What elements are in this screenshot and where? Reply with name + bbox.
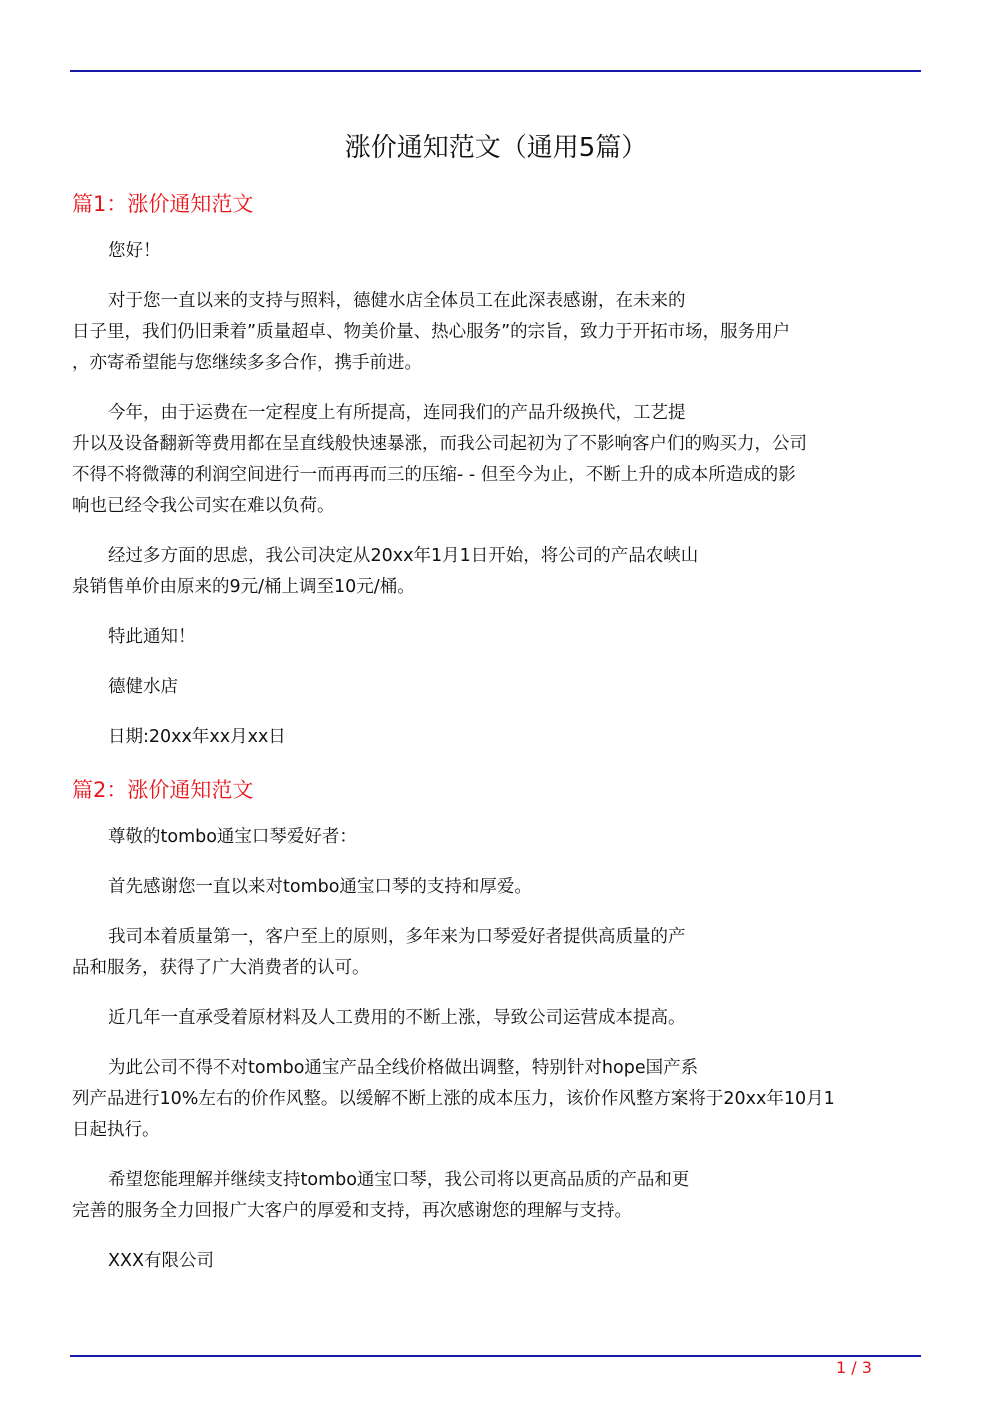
paragraph-line: 我司本着质量第一，客户至上的原则，多年来为口琴爱好者提供高质量的产 bbox=[108, 927, 686, 947]
paragraph-line: 完善的服务全力回报广大客户的厚爱和支持，再次感谢您的理解与支持。 bbox=[72, 1201, 632, 1221]
paragraph-line: XXX有限公司 bbox=[108, 1251, 214, 1271]
section-heading: 篇1：涨价通知范文 bbox=[72, 192, 254, 216]
paragraph-line: ，亦寄希望能与您继续多多合作，携手前进。 bbox=[72, 353, 422, 373]
page-number: 1 / 3 bbox=[836, 1358, 872, 1377]
paragraph bbox=[72, 822, 922, 853]
paragraph-line: 您好！ bbox=[108, 241, 161, 261]
paragraph bbox=[72, 1165, 922, 1227]
header-rule bbox=[70, 70, 921, 72]
paragraph-line: 日起执行。 bbox=[72, 1120, 160, 1140]
paragraph-line: 列产品进行10%左右的价作风整。以缓解不断上涨的成本压力，该价作风整方案将于20xx年10月1 bbox=[72, 1089, 835, 1109]
paragraph bbox=[72, 236, 922, 267]
paragraph bbox=[72, 622, 922, 653]
paragraph bbox=[72, 922, 922, 984]
paragraph bbox=[72, 286, 922, 379]
paragraph-line: 品和服务，获得了广大消费者的认可。 bbox=[72, 958, 370, 978]
paragraph bbox=[72, 1246, 922, 1277]
paragraph bbox=[72, 672, 922, 703]
paragraph-line: 特此通知！ bbox=[108, 627, 196, 647]
paragraph bbox=[72, 872, 922, 903]
document-body bbox=[72, 186, 922, 1296]
paragraph-line: 日期:20xx年xx月xx日 bbox=[108, 727, 286, 747]
paragraph bbox=[72, 398, 922, 522]
paragraph-line: 日子里，我们仍旧秉着”质量超卓、物美价量、热心服务”的宗旨，致力于开拓市场，服务用户 bbox=[72, 322, 791, 342]
paragraph-line: 近几年一直承受着原材料及人工费用的不断上涨，导致公司运营成本提高。 bbox=[108, 1008, 686, 1028]
paragraph bbox=[72, 1053, 922, 1146]
page-title: 涨价通知范文（通用5篇） bbox=[344, 133, 648, 163]
paragraph bbox=[72, 1003, 922, 1034]
paragraph bbox=[72, 541, 922, 603]
paragraph-line: 首先感谢您一直以来对tombo通宝口琴的支持和厚爱。 bbox=[108, 877, 532, 897]
paragraph-line: 希望您能理解并继续支持tombo通宝口琴，我公司将以更高品质的产品和更 bbox=[108, 1170, 690, 1190]
paragraph-line: 为此公司不得不对tombo通宝产品全线价格做出调整，特别针对hope国产系 bbox=[108, 1058, 699, 1078]
footer-rule bbox=[70, 1355, 921, 1357]
paragraph-line: 泉销售单价由原来的9元/桶上调至10元/桶。 bbox=[72, 577, 415, 597]
paragraph-line: 今年，由于运费在一定程度上有所提高，连同我们的产品升级换代，工艺提 bbox=[108, 403, 686, 423]
paragraph-line: 德健水店 bbox=[108, 677, 178, 697]
paragraph-line: 对于您一直以来的支持与照料，德健水店全体员工在此深表感谢，在未来的 bbox=[108, 291, 686, 311]
paragraph-line: 经过多方面的思虑，我公司决定从20xx年1月1日开始，将公司的产品农峡山 bbox=[108, 546, 699, 566]
paragraph-line: 尊敬的tombo通宝口琴爱好者： bbox=[108, 827, 357, 847]
paragraph-line: 升以及设备翻新等费用都在呈直线般快速暴涨，而我公司起初为了不影响客户们的购买力，公司 bbox=[72, 434, 807, 454]
paragraph-line: 不得不将微薄的利润空间进行一而再再而三的压缩- - 但至今为止，不断上升的成本所造成的影 bbox=[72, 465, 796, 485]
paragraph-line: 响也已经令我公司实在难以负荷。 bbox=[72, 496, 335, 516]
paragraph bbox=[72, 722, 922, 753]
section-heading: 篇2：涨价通知范文 bbox=[72, 778, 254, 802]
